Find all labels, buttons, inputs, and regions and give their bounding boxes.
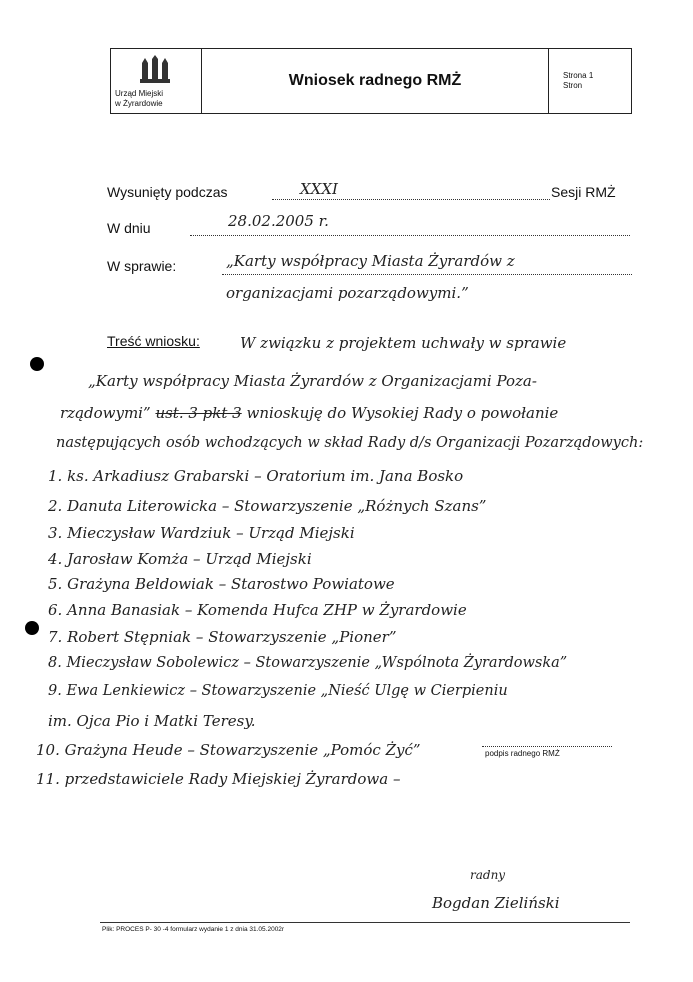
list-item-name: Jarosław Komża xyxy=(67,550,189,568)
punch-hole-top xyxy=(30,357,44,371)
list-item-name: Ewa Lenkiewicz xyxy=(66,683,186,699)
list-item-number: 11. xyxy=(36,770,60,788)
issuer-line-1: Urząd Miejski xyxy=(115,89,164,98)
list-item-org: – Stowarzyszenie „Nieść Ulgę w Cierpieniu xyxy=(189,683,508,699)
content-label: Treść wniosku: xyxy=(107,333,200,349)
list-item-org: – Stowarzyszenie „Pomóc Żyć” xyxy=(187,741,421,759)
list-item-org: – Urząd Miejski xyxy=(193,550,312,568)
raised-label: Wysunięty podczas xyxy=(107,184,228,200)
city-crest-icon xyxy=(138,55,172,85)
list-item-name: Anna Banasiak xyxy=(67,601,181,619)
punch-hole-bottom xyxy=(25,621,39,635)
list-item-continuation xyxy=(48,712,256,730)
list-item-number: 3. xyxy=(48,524,63,542)
content-intro-4: następujących osób wchodzących w skład Rady d/s Organizacji Pozarządowych: xyxy=(56,435,644,451)
list-item xyxy=(48,497,486,515)
list-item-number: 5. xyxy=(48,575,63,593)
list-item-name: Grażyna Heude xyxy=(64,741,183,759)
list-item-name: Danuta Literowicka xyxy=(67,497,218,515)
header-logo-cell xyxy=(111,49,202,113)
matter-line-2: organizacjami pozarządowymi.” xyxy=(226,284,469,302)
pages-label: Stron xyxy=(563,81,583,90)
list-item-name: Mieczysław Wardziuk xyxy=(67,524,232,542)
raised-dotted-line xyxy=(272,198,550,200)
content-intro-3 xyxy=(60,404,558,422)
date-label: W dniu xyxy=(107,220,151,236)
page-number: 1 xyxy=(588,71,594,80)
signature-name: Bogdan Zieliński xyxy=(432,894,560,912)
list-item-number: 1. xyxy=(48,467,63,485)
list-item-name: Grażyna Beldowiak xyxy=(67,575,214,593)
list-item-number: 7. xyxy=(48,628,63,646)
date-value: 28.02.2005 r. xyxy=(228,212,329,230)
list-item-org: – Starostwo Powiatowe xyxy=(218,575,395,593)
form-title: Wniosek radnego RMŻ xyxy=(288,72,462,89)
header-page-cell xyxy=(549,49,631,113)
signature-label: podpis radnego RMŻ xyxy=(485,749,560,758)
list-item-number: 8. xyxy=(48,655,62,671)
list-item-number: 4. xyxy=(48,550,63,568)
content-intro-3-struck: ust. 3 pkt 3 xyxy=(155,404,242,422)
list-item-name: przedstawiciele Rady Miejskiej Żyrardowa – xyxy=(64,770,401,788)
page-label: Strona xyxy=(563,71,587,80)
session-label: Sesji RMŻ xyxy=(551,184,616,200)
list-item xyxy=(48,524,355,542)
list-item xyxy=(48,467,463,485)
list-item-number: 2. xyxy=(48,497,63,515)
list-item-org: – Stowarzyszenie „Pioner” xyxy=(195,628,397,646)
list-item xyxy=(48,601,467,619)
matter-dotted-line xyxy=(222,273,632,275)
list-item xyxy=(48,683,508,699)
list-item xyxy=(48,655,567,671)
list-item-number: 10. xyxy=(36,741,60,759)
list-item-number: 6. xyxy=(48,601,63,619)
list-item xyxy=(48,575,395,593)
list-item-number: 9. xyxy=(48,683,62,699)
list-item-org: – Urząd Miejski xyxy=(236,524,355,542)
signature-role: radny xyxy=(470,868,506,882)
form-header xyxy=(110,48,632,114)
content-intro-3-a: rządowymi” xyxy=(60,404,151,422)
matter-label: W sprawie: xyxy=(107,258,177,274)
header-title-cell xyxy=(202,49,549,113)
list-item-name: ks. Arkadiusz Grabarski xyxy=(67,467,250,485)
list-item-name: Robert Stępniak xyxy=(67,628,192,646)
list-item-name: Mieczysław Sobolewicz xyxy=(66,655,239,671)
content-intro-3-b: wnioskuję do Wysokiej Rady o powołanie xyxy=(246,404,559,422)
raised-value: XXXI xyxy=(300,180,338,198)
list-item-org: – Oratorium im. Jana Bosko xyxy=(254,467,464,485)
date-dotted-line xyxy=(190,234,630,236)
issuer-line-2: w Żyrardowie xyxy=(115,99,163,108)
list-item-org: – Komenda Hufca ZHP w Żyrardowie xyxy=(184,601,467,619)
list-item-org: – Stowarzyszenie „Różnych Szans” xyxy=(221,497,487,515)
list-item-name: im. Ojca Pio i Matki Teresy. xyxy=(48,712,256,730)
list-item xyxy=(36,741,421,759)
issuer-name xyxy=(115,89,197,109)
matter-line-1: „Karty współpracy Miasta Żyrardów z xyxy=(226,252,515,270)
list-item xyxy=(48,628,397,646)
page-counter xyxy=(563,71,593,91)
footer-file-info: Plik: PROCES P- 30 -4 formularz wydanie 1 z dnia 31.05.2002r xyxy=(102,926,285,933)
list-item xyxy=(36,770,400,788)
list-item xyxy=(48,550,312,568)
list-item-org: – Stowarzyszenie „Wspólnota Żyrardowska” xyxy=(243,655,568,671)
signature-dotted-line xyxy=(482,745,612,747)
content-intro-1: W związku z projektem uchwały w sprawie xyxy=(240,334,567,352)
footer-rule xyxy=(100,922,630,923)
content-intro-2: „Karty współpracy Miasta Żyrardów z Organizacjami Poza- xyxy=(88,372,537,390)
